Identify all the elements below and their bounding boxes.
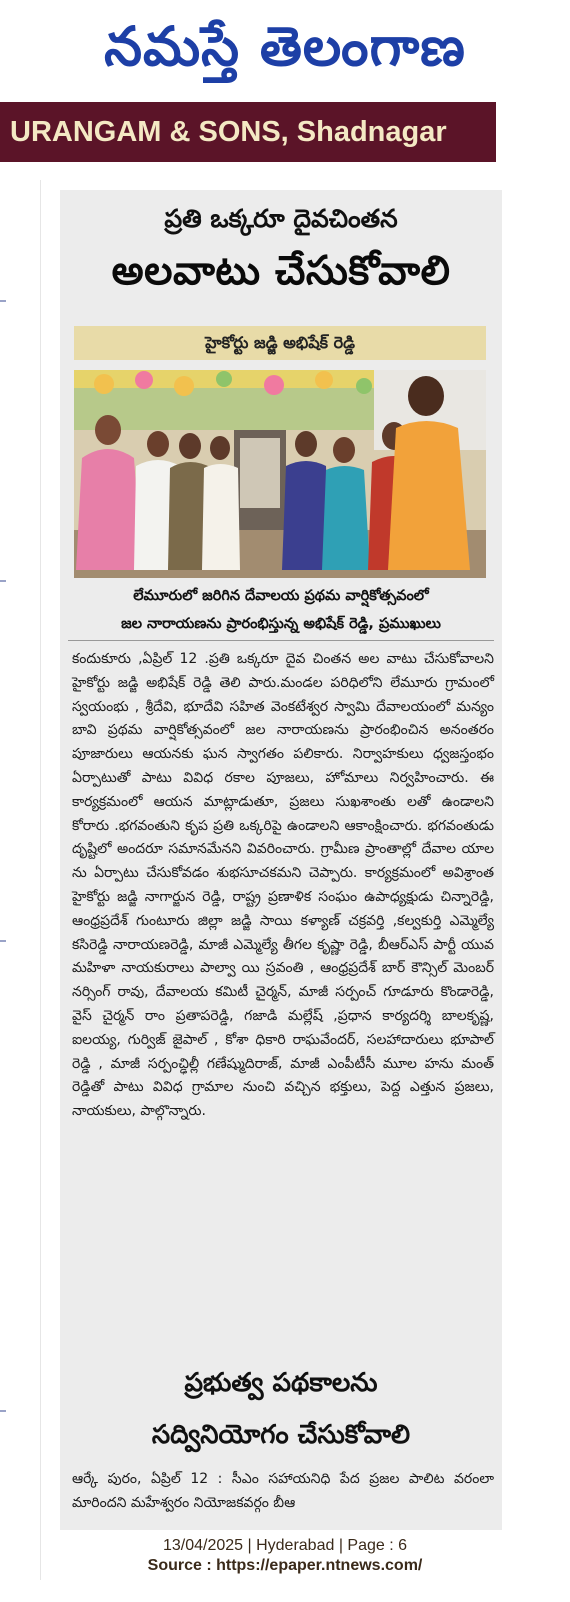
second-article-headline-line1: ప్రభుత్వ పథకాలను — [184, 1368, 378, 1398]
article-byline: హైకోర్టు జడ్జి అభిషేక్ రెడ్డి — [74, 326, 486, 360]
article-photo — [74, 370, 486, 578]
margin-tick — [0, 940, 6, 942]
second-article-headline-line2: సద్వినియోగం చేసుకోవాలి — [151, 1420, 411, 1450]
article-body: కందుకూరు ,ఏప్రిల్ 12 .ప్రతి ఒక్కరూ దైవ చింతన అల వాటు చేసుకోవాలని హైకోర్టు జడ్జి అభిషేక్ రెడ్డి తెలి పారు.మండల పరిధిలోని లేమూరు గ్రామంలో స్వయంభు , శ్రీదేవి, భూదేవి సహిత వెంకటేశ్వర స్వామి దేవాలయంలో మన్యం బావి ప్రథమ వార్షికోత్సవంలో జల నారాయణను ప్రారంభించిన అనంతరం పూజారులు ఆయనకు ఘన స్వాగతం పలికారు. నిర్వాహకులు ధ్వజస్తంభం ఏర్పాటుతో పాటు వివిధ రకాల పూజలు, హోమాలు నిర్వహించారు. ఈ కార్యక్రమంలో ఆయన మాట్లాడుతూ, ప్రజలు సుఖశాంతు లతో ఉండాలని కోరారు .భగవంతుని కృప ప్రతి ఒక్కరిపై ఉండాలని ఆకాంక్షించారు. భగవంతుడు దృష్టిలో అందరూ సమానమేనని వివరించారు. గ్రామీణ ప్రాంతాల్లో దేవాల యాల ను ఏర్పాటు చేసుకోవడం శుభసూచకమని చెప్పారు. కార్యక్రమంలో అవిశ్రాంత హైకోర్టు జడ్జి నాగార్జున రెడ్డి, రాష్ట్ర ప్రణాళిక సంఘం ఉపాధ్యక్షుడు చిన్నారెడ్డి, ఆంధ్రప్రదేశ్ గుంటూరు జిల్లా జడ్జి సాయి కళ్యాణ్ చక్రవర్తి ,కల్వకుర్తి ఎమ్మెల్యే కసిరెడ్డి నారాయణరెడ్డి, మాజీ ఎమ్మెల్యే తీగల కృష్ణా రెడ్డి, బీఆర్ఎస్ పార్టీ యువ మహిళా నాయకురాలు పాల్వా యి స్రవంతి , ఆంధ్రప్రదేశ్ బార్ కౌన్సిల్ మెంబర్ నర్సింగ్ రావు, దేవాలయ కమిటీ చైర్మన్, మాజీ సర్పంచ్ గూడూరు కొండారెడ్డి, వైస్ చైర్మన్ రాం ప్రతాపరెడ్డి, గజాడి మల్లేష్ ,ప్రధాన కార్యదర్శి బాలకృష్ణ, ఐలయ్య, గుర్విజ్ జైపాల్ , కోశా ధికారి రాఘవేందర్, సలహాదారులు భూపాల్ రెడ్డి , మాజీ సర్పంచ్ఢిల్లీ గణేష్ముదిరాజ్, మాజీ ఎంపీటీసీ మూల హను మంత్ రెడ్డితో పాటు వివిధ గ్రామాల నుంచి వచ్చిన భక్తులు, పెద్ద ఎత్తున ప్రజలు, నాయకులు, పాల్గొన్నారు. — [72, 651, 494, 1120]
footer-date: 13/04/2025 | Hyderabad | Page : 6 — [162, 1537, 408, 1554]
photo-caption — [68, 582, 494, 641]
photo-group-at-temple — [74, 370, 486, 578]
second-article-body: ఆర్కే పురం, ఏప్రిల్ 12 : సీఎం సహాయనిధి పేద ప్రజల పాలిట వరంలా మారిందని మహేశ్వరం నియోజకవర్గం బీఆ — [72, 1471, 494, 1511]
margin-tick — [0, 580, 6, 582]
ad-banner: URANGAM & SONS, Shadnagar — [0, 102, 496, 162]
margin-tick — [0, 300, 6, 302]
article-kicker: ప్రతి ఒక్కరూ దైవచింతన — [164, 204, 398, 233]
caption-line: లేమూరులో జరిగిన దేవాలయ ప్రథమ వార్షికోత్సవంలో — [133, 588, 429, 604]
footer-source: Source : https://epaper.ntnews.com/ — [147, 1557, 423, 1574]
margin-tick — [0, 1410, 6, 1412]
masthead — [0, 0, 570, 100]
caption-line: జల నారాయణను ప్రారంభిస్తున్న అభిషేక్ రెడ్డి, ప్రముఖులు — [121, 616, 441, 632]
masthead-title: నమస్తే తెలంగాణ — [104, 14, 466, 78]
article-headline: అలవాటు చేసుకోవాలి — [111, 248, 451, 294]
page-footer — [0, 1536, 570, 1576]
news-article — [60, 190, 502, 1530]
page-margin — [0, 180, 41, 1580]
